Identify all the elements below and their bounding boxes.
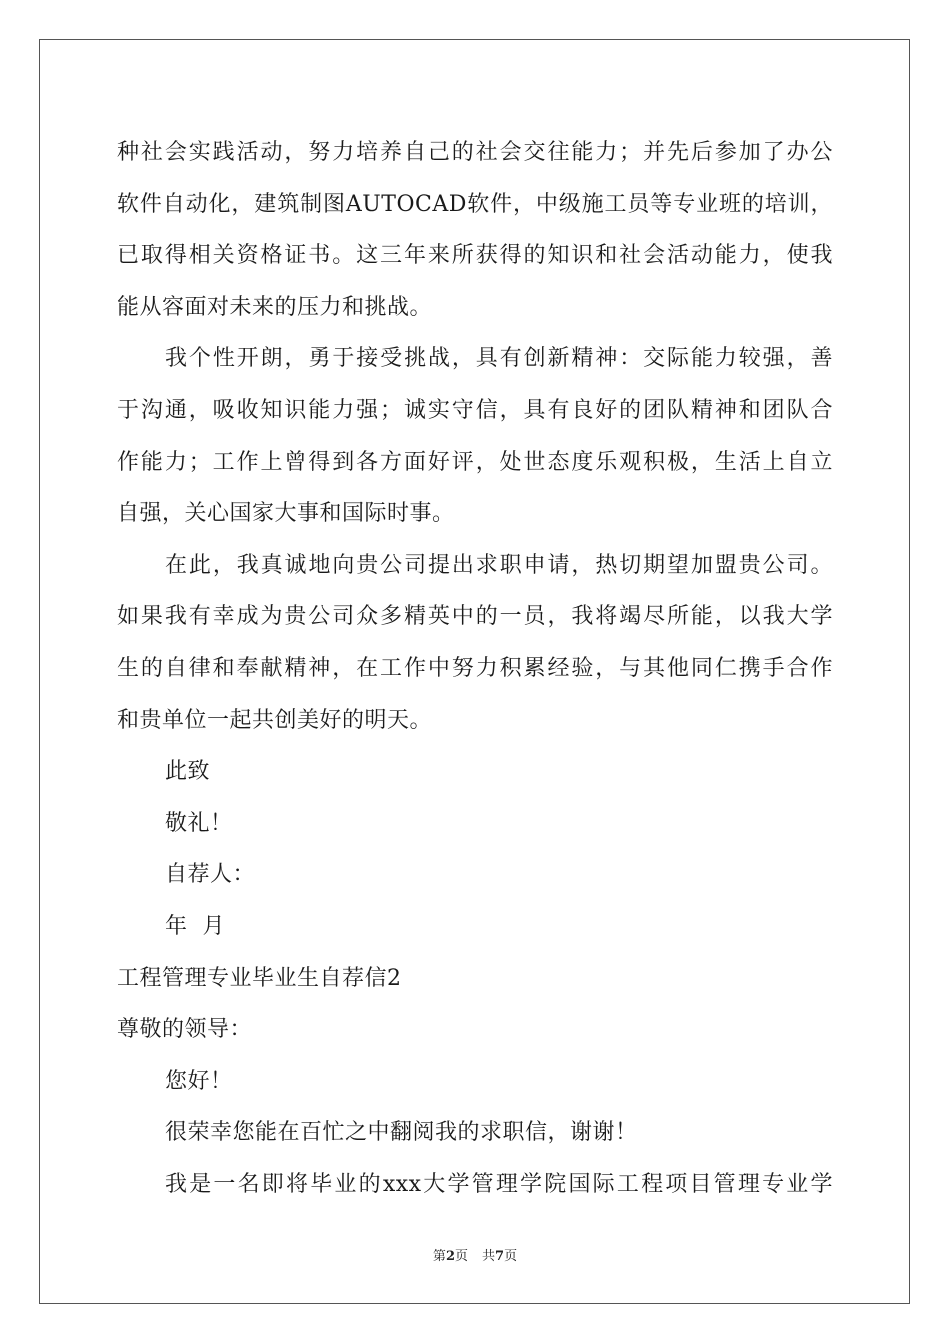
footer-page-unit: 页 bbox=[454, 1249, 468, 1264]
text-line: 于沟通，吸收知识能力强；诚实守信，具有良好的团队精神和团队合 bbox=[117, 397, 833, 423]
signature-label: 自荐人： bbox=[165, 862, 256, 888]
document-body bbox=[117, 127, 833, 1210]
page-footer bbox=[0, 1245, 950, 1264]
section-title: 工程管理专业毕业生自荐信2 bbox=[117, 965, 402, 991]
text-line: 已取得相关资格证书。这三年来所获得的知识和社会活动能力，使我 bbox=[117, 243, 833, 269]
paragraph-first-line: 在此，我真诚地向贵公司提出求职申请，热切期望加盟贵公司。 bbox=[165, 552, 833, 578]
text-line: 如果我有幸成为贵公司众多精英中的一员，我将竭尽所能，以我大学 bbox=[117, 604, 833, 630]
text-line: 软件自动化，建筑制图AUTOCAD软件，中级施工员等专业班的培训， bbox=[117, 191, 833, 217]
paragraph-first-line: 我个性开朗，勇于接受挑战，具有创新精神：交际能力较强，善 bbox=[165, 346, 833, 372]
greeting-hello: 您好！ bbox=[165, 1068, 233, 1094]
date-placeholder: 年 月 bbox=[165, 913, 225, 939]
text-line: 能从容面对未来的压力和挑战。 bbox=[117, 294, 433, 320]
footer-total-unit: 页 bbox=[504, 1249, 518, 1264]
current-page-number: 2 bbox=[445, 1249, 455, 1264]
greeting: 尊敬的领导： bbox=[117, 1017, 253, 1043]
paragraph-first-line: 我是一名即将毕业的xxx大学管理学院国际工程项目管理专业学 bbox=[165, 1171, 833, 1197]
text-line: 自强，关心国家大事和国际时事。 bbox=[117, 501, 455, 527]
text-line: 种社会实践活动，努力培养自己的社会交往能力；并先后参加了办公 bbox=[117, 140, 833, 165]
text-line: 和贵单位一起共创美好的明天。 bbox=[117, 707, 433, 733]
text-line: 生的自律和奉献精神，在工作中努力积累经验，与其他同仁携手合作 bbox=[117, 655, 833, 681]
total-pages-number: 7 bbox=[495, 1249, 505, 1264]
text-line: 作能力；工作上曾得到各方面好评，处世态度乐观积极，生活上自立 bbox=[117, 449, 833, 475]
closing-regards: 敬礼！ bbox=[165, 810, 233, 836]
footer-prefix: 第 bbox=[432, 1249, 446, 1264]
closing-salutation: 此致 bbox=[165, 759, 211, 785]
footer-total-prefix: 共 bbox=[482, 1249, 496, 1264]
intro-sentence: 很荣幸您能在百忙之中翻阅我的求职信，谢谢！ bbox=[165, 1120, 638, 1146]
